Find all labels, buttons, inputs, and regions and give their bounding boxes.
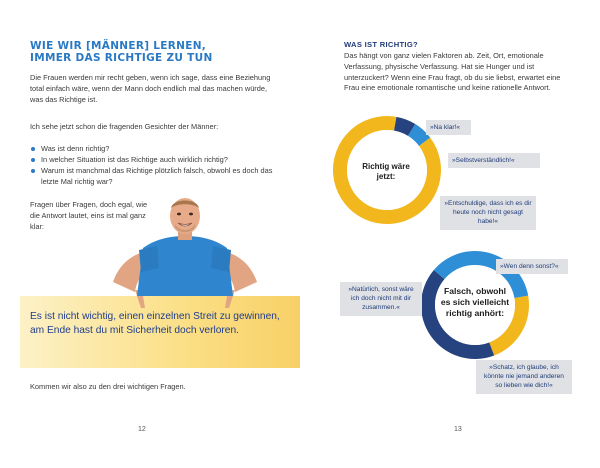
question-intro: Ich sehe jetzt schon die fragenden Gesichter der Männer: xyxy=(30,122,219,131)
callout-label: »Na klar!« xyxy=(426,120,471,135)
man-pointing-illustration xyxy=(95,196,275,308)
donut-center-label: Richtig wäre jetzt: xyxy=(362,162,410,181)
page-title xyxy=(30,40,280,64)
callout-label: »Selbstverständlich!« xyxy=(448,153,540,168)
list-item: In welcher Situation ist das Richtige auch wirklich richtig? xyxy=(30,154,280,165)
highlight-quote: Es ist nicht wichtig, einen einzelnen Streit zu gewinnen, am Ende hast du mit Sicherheit doch verloren. xyxy=(30,311,280,336)
callout-label: »Schatz, ich glaube, ich könnte nie jemand anderen so lieben wie dich!« xyxy=(476,360,572,394)
closing-paragraph: Kommen wir also zu den drei wichtigen Fragen. xyxy=(30,382,186,391)
section-text: Das hängt von ganz vielen Faktoren ab. Zeit, Ort, emotionale Verfassung, physische Verfassung. Hat sie Hunger und ist unterzuckert? Wenn eine Frau fragt, ob du sie liebst, erwartet eine Frau eine emotionale romantische und keine rationelle Antwort. xyxy=(344,51,561,93)
question-list xyxy=(30,143,280,187)
page-number: 13 xyxy=(454,426,462,433)
page-number: 12 xyxy=(138,426,146,433)
callout-label: »Natürlich, sonst wäre ich doch nicht mit dir zusammen.« xyxy=(340,282,422,316)
title-line-2: IMMER DAS RICHTIGE ZU TUN xyxy=(30,52,213,64)
intro-paragraph: Die Frauen werden mir recht geben, wenn ich sage, dass eine Beziehung total einfach wäre, wenn der Mann doch endlich mal das machen würde, was das Richtige ist. xyxy=(30,73,271,104)
list-item: Warum ist manchmal das Richtige plötzlich falsch, obwohl es doch das letzte Mal richtig war? xyxy=(30,165,280,187)
right-page xyxy=(300,0,600,468)
lead-in-paragraph: Fragen über Fragen, doch egal, wie die Antwort lautet, eins ist mal ganz klar: xyxy=(30,200,148,231)
donut-center-label: Falsch, obwohl es sich vielleicht richtig anhört: xyxy=(440,286,510,318)
callout-label: »Wen denn sonst?« xyxy=(496,259,568,274)
callout-label: »Entschuldige, dass ich es dir heute noch nicht gesagt habe!« xyxy=(440,196,536,230)
list-item: Was ist denn richtig? xyxy=(30,143,280,154)
section-heading: WAS IST RICHTIG? xyxy=(344,40,418,49)
title-line-1: WIE WIR [MÄNNER] LERNEN, xyxy=(30,40,207,52)
